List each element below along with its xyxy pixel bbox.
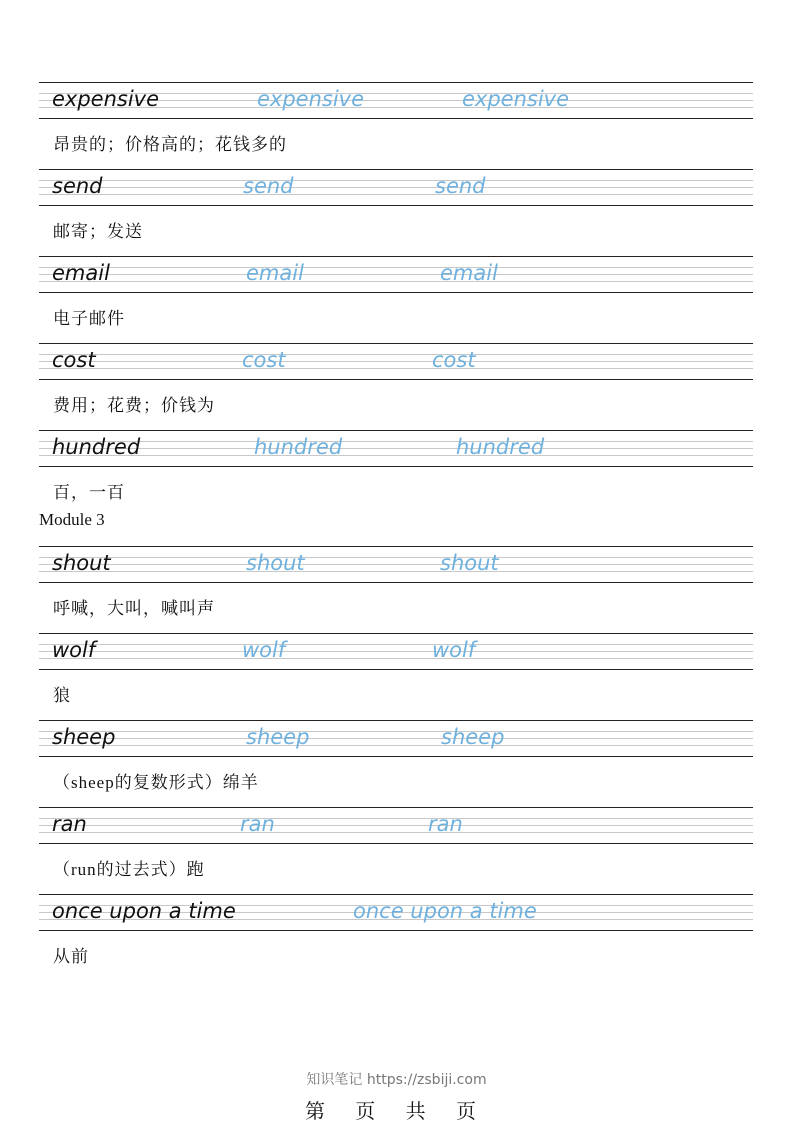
word-meaning: 从前 <box>53 947 89 966</box>
trace-word: email <box>246 261 304 285</box>
writing-guide-lines <box>39 807 753 843</box>
writing-guide-lines <box>39 343 753 379</box>
trace-word: sheep <box>441 725 505 749</box>
vocab-word: email <box>52 261 110 285</box>
writing-guide-lines <box>39 720 753 756</box>
vocab-word: hundred <box>52 435 141 459</box>
trace-word: cost <box>242 348 286 372</box>
writing-guide-lines <box>39 633 753 669</box>
vocab-entry <box>0 894 793 1004</box>
word-meaning: 电子邮件 <box>53 309 125 328</box>
word-meaning: 费用；花费；价钱为 <box>53 396 215 415</box>
trace-word: wolf <box>432 638 476 662</box>
vocab-entry <box>0 430 793 540</box>
footer-site-credit: 知识笔记 https://zsbiji.com <box>306 1072 487 1088</box>
trace-word: shout <box>440 551 499 575</box>
trace-word: send <box>435 174 486 198</box>
trace-word: hundred <box>456 435 545 459</box>
vocab-word: wolf <box>52 638 96 662</box>
trace-word: cost <box>432 348 476 372</box>
trace-word: shout <box>246 551 305 575</box>
vocab-word: ran <box>52 812 87 836</box>
word-meaning: （run的过去式）跑 <box>53 860 205 879</box>
vocab-word: expensive <box>52 87 160 111</box>
trace-word: ran <box>240 812 275 836</box>
vocab-word: once upon a time <box>52 899 236 923</box>
footer-page-number: 第 页 共 页 <box>304 1099 489 1123</box>
trace-word: expensive <box>462 87 570 111</box>
trace-word: hundred <box>254 435 343 459</box>
trace-word: sheep <box>246 725 310 749</box>
word-meaning: 邮寄；发送 <box>53 222 143 241</box>
writing-guide-lines <box>39 169 753 205</box>
vocab-word: sheep <box>52 725 116 749</box>
trace-word: ran <box>428 812 463 836</box>
word-meaning: 狼 <box>53 686 71 705</box>
word-meaning: 呼喊，大叫，喊叫声 <box>53 599 215 618</box>
word-meaning: （sheep的复数形式）绵羊 <box>53 773 259 792</box>
word-meaning: 昂贵的；价格高的；花钱多的 <box>53 135 287 154</box>
trace-word: expensive <box>257 87 365 111</box>
vocab-word: shout <box>52 551 111 575</box>
trace-word: once upon a time <box>353 899 537 923</box>
vocab-word: send <box>52 174 103 198</box>
writing-guide-lines <box>39 546 753 582</box>
trace-word: wolf <box>242 638 286 662</box>
word-meaning: 百，一百 <box>53 483 125 502</box>
vocab-word: cost <box>52 348 96 372</box>
writing-guide-lines <box>39 256 753 292</box>
writing-guide-lines <box>39 430 753 466</box>
trace-word: email <box>440 261 498 285</box>
trace-word: send <box>243 174 294 198</box>
module-heading: Module 3 <box>39 510 105 529</box>
